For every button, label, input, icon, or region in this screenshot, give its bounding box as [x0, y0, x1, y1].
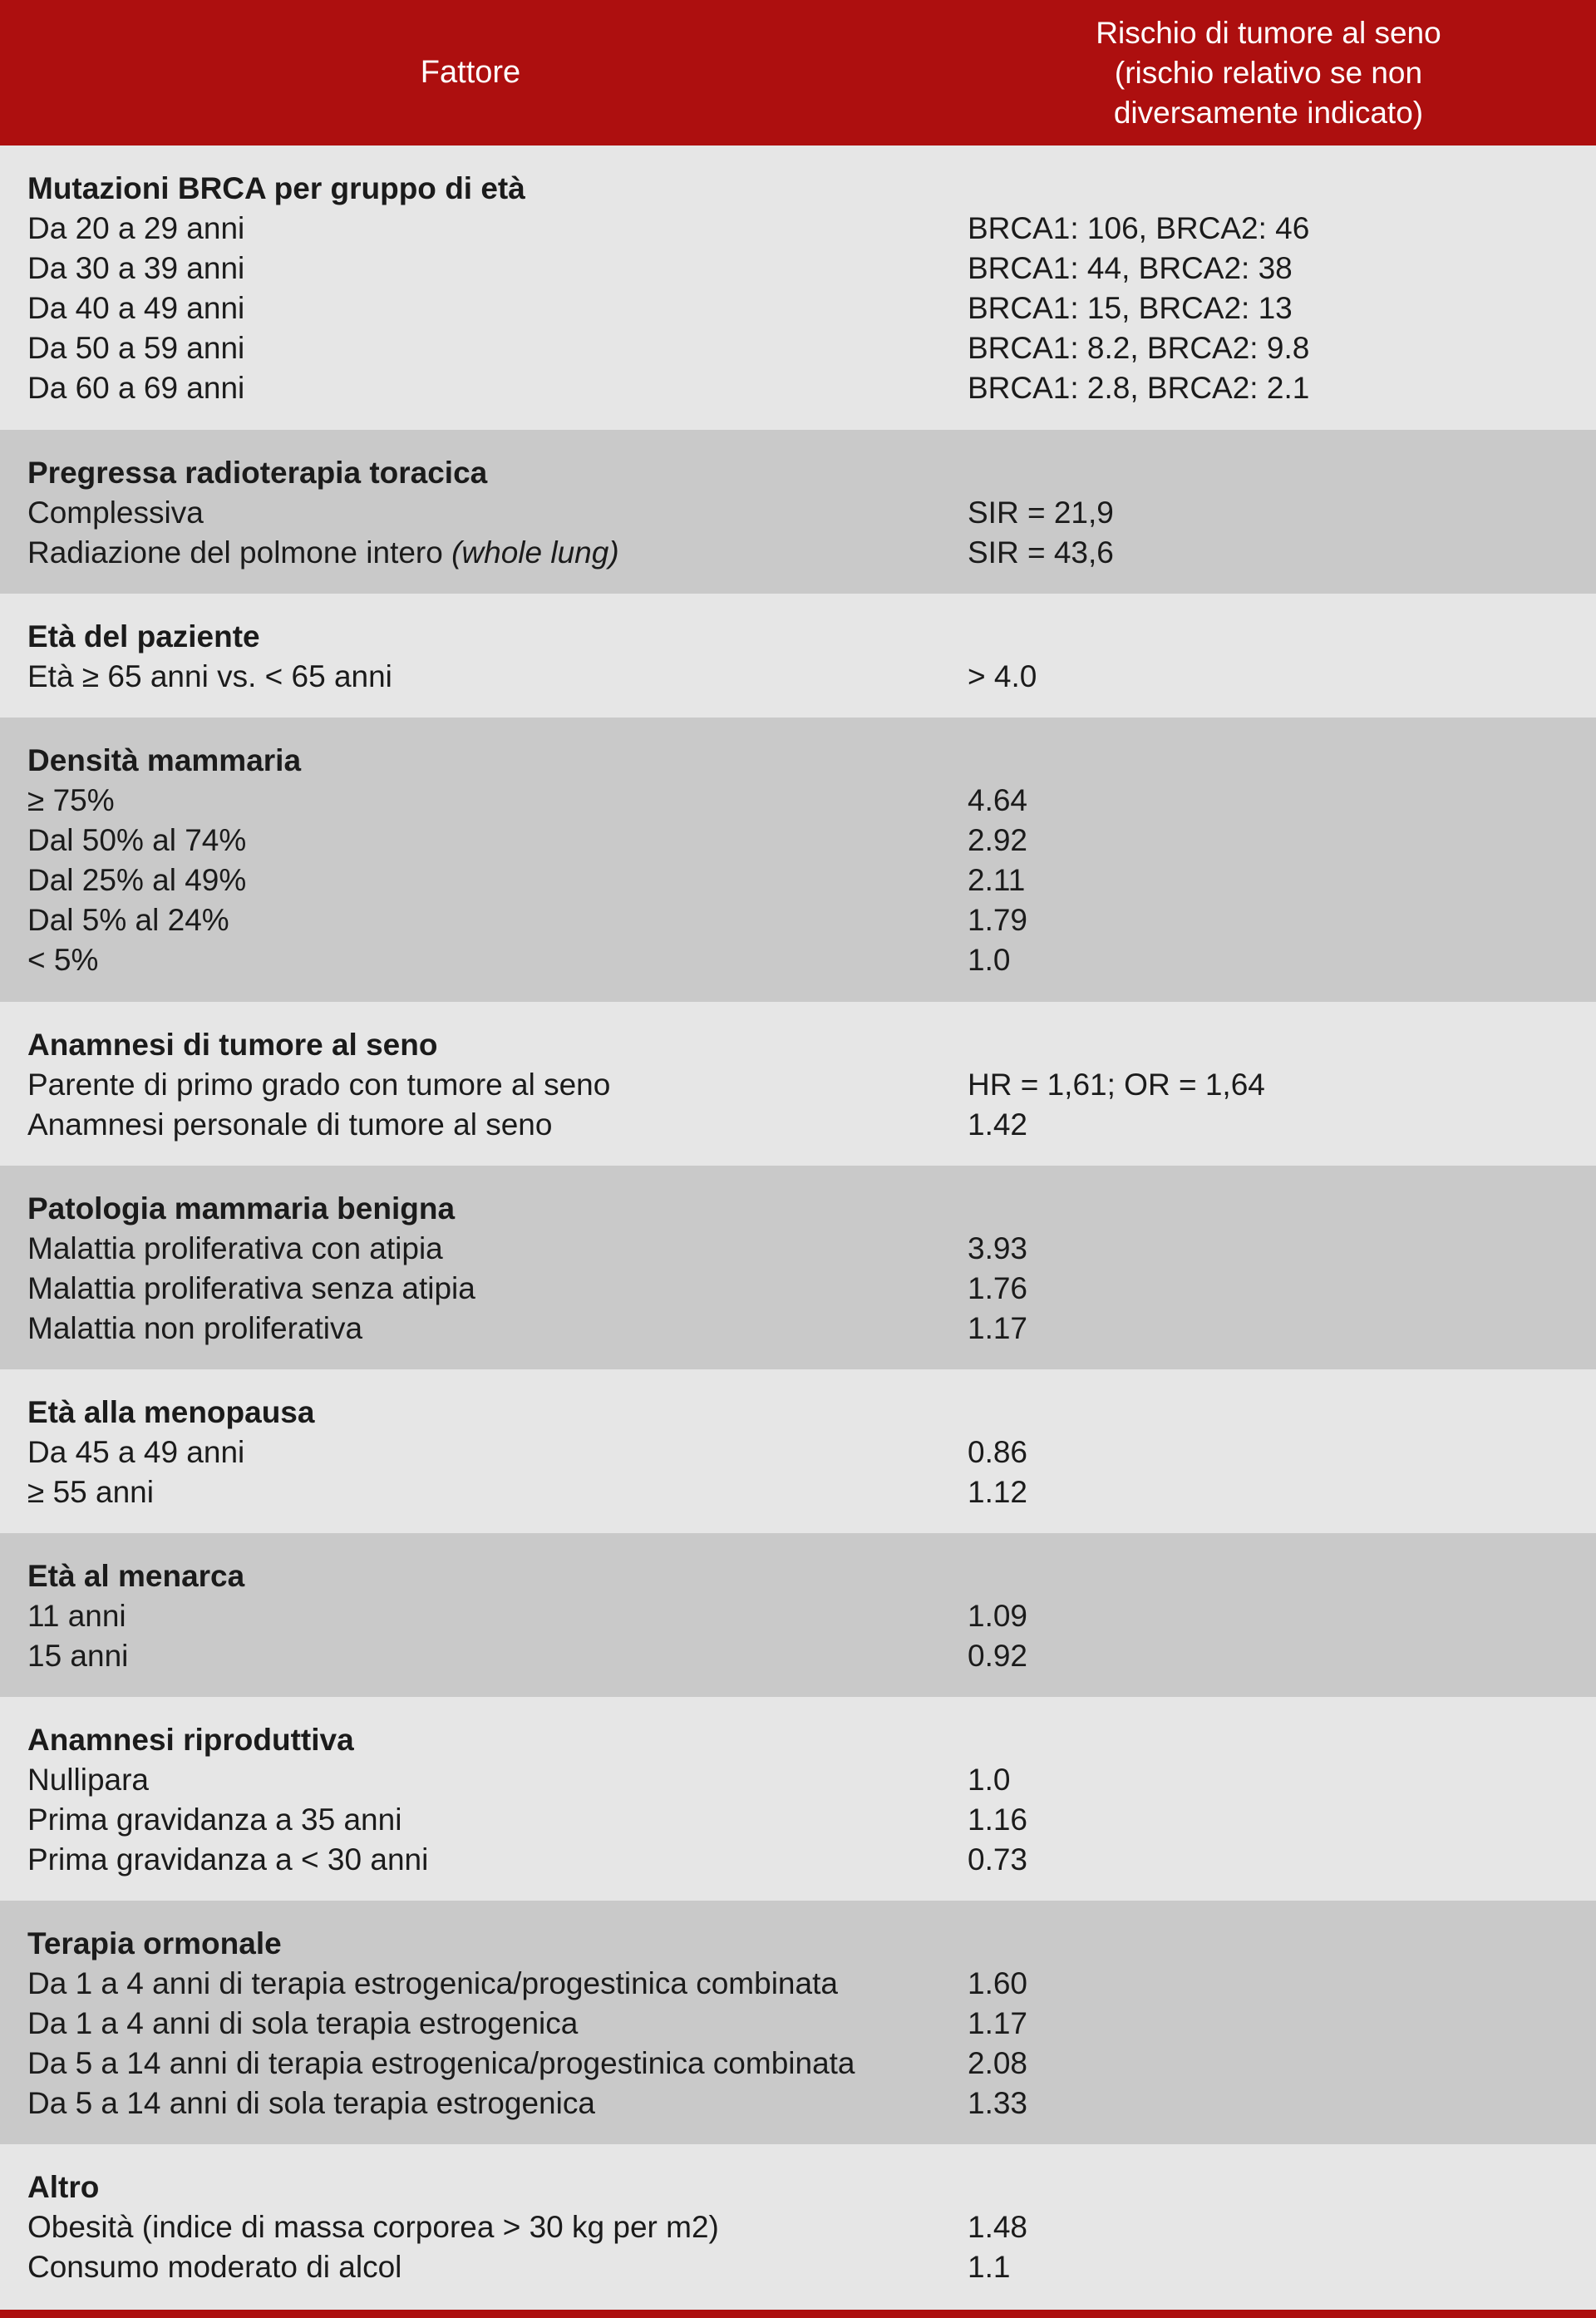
table-row — [0, 900, 1596, 940]
table-bottom-rule — [0, 2310, 1596, 2318]
value-cell: 1.0 — [968, 943, 1011, 977]
group-hormone-therapy — [0, 1901, 1596, 2144]
header-factor: Fattore — [420, 55, 521, 90]
table-row — [0, 657, 1596, 697]
value-cell: 1.42 — [968, 1107, 1028, 1142]
factor-cell: Complessiva — [27, 496, 204, 530]
value-cell: BRCA1: 106, BRCA2: 46 — [968, 211, 1310, 245]
header-risk-line-3: diversamente indicato) — [1113, 95, 1424, 130]
group-title: Età del paziente — [27, 619, 260, 653]
table-row — [0, 1760, 1596, 1800]
factor-cell: ≥ 55 anni — [27, 1475, 154, 1509]
table-row — [0, 1105, 1596, 1145]
group-title: Anamnesi riproduttiva — [27, 1723, 354, 1757]
group-patient-age — [0, 594, 1596, 718]
factor-cell: Da 60 a 69 anni — [27, 371, 245, 405]
header-risk — [941, 0, 1596, 145]
value-cell: 1.60 — [968, 1966, 1028, 2000]
group-title: Patologia mammaria benigna — [27, 1191, 456, 1226]
value-cell: SIR = 43,6 — [968, 535, 1114, 570]
factor-cell: Dal 25% al 49% — [27, 863, 247, 897]
group-cancer-history — [0, 1002, 1596, 1166]
group-other — [0, 2144, 1596, 2310]
factor-cell: 15 anni — [27, 1639, 129, 1673]
group-title: Anamnesi di tumore al seno — [27, 1028, 438, 1062]
group-title: Altro — [27, 2170, 100, 2204]
table-row — [0, 1472, 1596, 1512]
value-cell: 0.73 — [968, 1842, 1028, 1877]
factor-cell: Dal 50% al 74% — [27, 823, 247, 857]
factor-cell: Malattia proliferativa senza atipia — [27, 1271, 475, 1305]
value-cell: 1.09 — [968, 1599, 1028, 1633]
table-row — [0, 289, 1596, 328]
table-row — [0, 2207, 1596, 2247]
value-cell: 1.79 — [968, 903, 1028, 937]
value-cell: 1.12 — [968, 1475, 1028, 1509]
table-row — [0, 1309, 1596, 1349]
group-title: Densità mammaria — [27, 743, 302, 777]
value-cell: 0.92 — [968, 1639, 1028, 1673]
table-row — [0, 1840, 1596, 1880]
value-cell: BRCA1: 2.8, BRCA2: 2.1 — [968, 371, 1310, 405]
header-risk-line-2: (rischio relativo se non — [1114, 55, 1423, 90]
group-menarche — [0, 1533, 1596, 1697]
table-row — [0, 940, 1596, 980]
factor-cell: Età ≥ 65 anni vs. < 65 anni — [27, 659, 392, 693]
value-cell: 1.0 — [968, 1763, 1011, 1797]
factor-italic-note: (whole lung) — [451, 535, 619, 570]
group-title: Mutazioni BRCA per gruppo di età — [27, 171, 525, 205]
value-cell: BRCA1: 44, BRCA2: 38 — [968, 251, 1293, 285]
factor-cell: Da 5 a 14 anni di sola terapia estrogenica — [27, 2086, 595, 2120]
factor-cell: Prima gravidanza a < 30 anni — [27, 1842, 429, 1877]
factor-cell: Parente di primo grado con tumore al seno — [27, 1068, 611, 1102]
table-row — [0, 2247, 1596, 2287]
factor-cell: Prima gravidanza a 35 anni — [27, 1803, 402, 1837]
group-radiotherapy — [0, 430, 1596, 594]
table-row — [0, 1964, 1596, 2004]
value-cell: 4.64 — [968, 783, 1028, 817]
group-breast-density — [0, 718, 1596, 1002]
table-row — [0, 861, 1596, 900]
factor-cell: Da 45 a 49 anni — [27, 1435, 245, 1469]
value-cell: HR = 1,61; OR = 1,64 — [968, 1068, 1265, 1102]
value-cell: 2.92 — [968, 823, 1028, 857]
table-row — [0, 368, 1596, 408]
factor-cell: Obesità (indice di massa corporea > 30 kg per m2) — [27, 2210, 719, 2244]
group-menopause — [0, 1369, 1596, 1533]
factor-cell — [27, 533, 619, 573]
value-cell: 1.33 — [968, 2086, 1028, 2120]
factor-cell: Da 40 a 49 anni — [27, 291, 245, 325]
value-cell: BRCA1: 15, BRCA2: 13 — [968, 291, 1293, 325]
factor-cell: Da 20 a 29 anni — [27, 211, 245, 245]
value-cell: > 4.0 — [968, 659, 1037, 693]
group-title: Età alla menopausa — [27, 1395, 315, 1429]
value-cell: 1.17 — [968, 2006, 1028, 2040]
table-row — [0, 781, 1596, 821]
table-row — [0, 493, 1596, 533]
factor-cell: Consumo moderato di alcol — [27, 2250, 402, 2284]
value-cell: 1.17 — [968, 1311, 1028, 1345]
group-reproductive-history — [0, 1697, 1596, 1901]
group-benign-disease — [0, 1166, 1596, 1369]
factor-cell: ≥ 75% — [27, 783, 115, 817]
factor-cell: Da 1 a 4 anni di terapia estrogenica/progestinica combinata — [27, 1966, 838, 2000]
table-row — [0, 2044, 1596, 2084]
group-title: Pregressa radioterapia toracica — [27, 456, 488, 490]
factor-cell: < 5% — [27, 943, 99, 977]
value-cell: 1.48 — [968, 2210, 1028, 2244]
group-title: Terapia ormonale — [27, 1926, 282, 1960]
table-row — [0, 2004, 1596, 2044]
factor-cell: Anamnesi personale di tumore al seno — [27, 1107, 553, 1142]
table-row — [0, 821, 1596, 861]
table-row — [0, 1269, 1596, 1309]
table-row — [0, 1636, 1596, 1676]
factor-cell: 11 anni — [27, 1599, 126, 1633]
value-cell: 1.76 — [968, 1271, 1028, 1305]
table-row — [0, 533, 1596, 573]
group-title: Età al menarca — [27, 1559, 245, 1593]
factor-cell: Malattia non proliferativa — [27, 1311, 363, 1345]
table-row — [0, 1433, 1596, 1472]
table-row — [0, 249, 1596, 289]
group-brca — [0, 145, 1596, 430]
table-row — [0, 2084, 1596, 2123]
factor-cell: Nullipara — [27, 1763, 150, 1797]
value-cell: SIR = 21,9 — [968, 496, 1114, 530]
factor-cell: Da 1 a 4 anni di sola terapia estrogenica — [27, 2006, 579, 2040]
factor-cell: Dal 5% al 24% — [27, 903, 229, 937]
header-risk-line-1: Rischio di tumore al seno — [1096, 15, 1441, 50]
value-cell: 1.16 — [968, 1803, 1028, 1837]
value-cell: BRCA1: 8.2, BRCA2: 9.8 — [968, 331, 1310, 365]
value-cell: 0.86 — [968, 1435, 1028, 1469]
table-row — [0, 1800, 1596, 1840]
table-row — [0, 328, 1596, 368]
factor-text: Radiazione del polmone intero — [27, 535, 443, 570]
value-cell: 2.08 — [968, 2046, 1028, 2080]
value-cell: 3.93 — [968, 1231, 1028, 1265]
factor-cell: Malattia proliferativa con atipia — [27, 1231, 443, 1265]
factor-cell: Da 5 a 14 anni di terapia estrogenica/progestinica combinata — [27, 2046, 855, 2080]
table-header — [0, 0, 1596, 145]
table-row — [0, 1065, 1596, 1105]
table-row — [0, 1229, 1596, 1269]
value-cell: 1.1 — [968, 2250, 1011, 2284]
value-cell: 2.11 — [968, 863, 1026, 897]
table-row — [0, 209, 1596, 249]
factor-cell: Da 30 a 39 anni — [27, 251, 245, 285]
table-row — [0, 1596, 1596, 1636]
factor-cell: Da 50 a 59 anni — [27, 331, 245, 365]
